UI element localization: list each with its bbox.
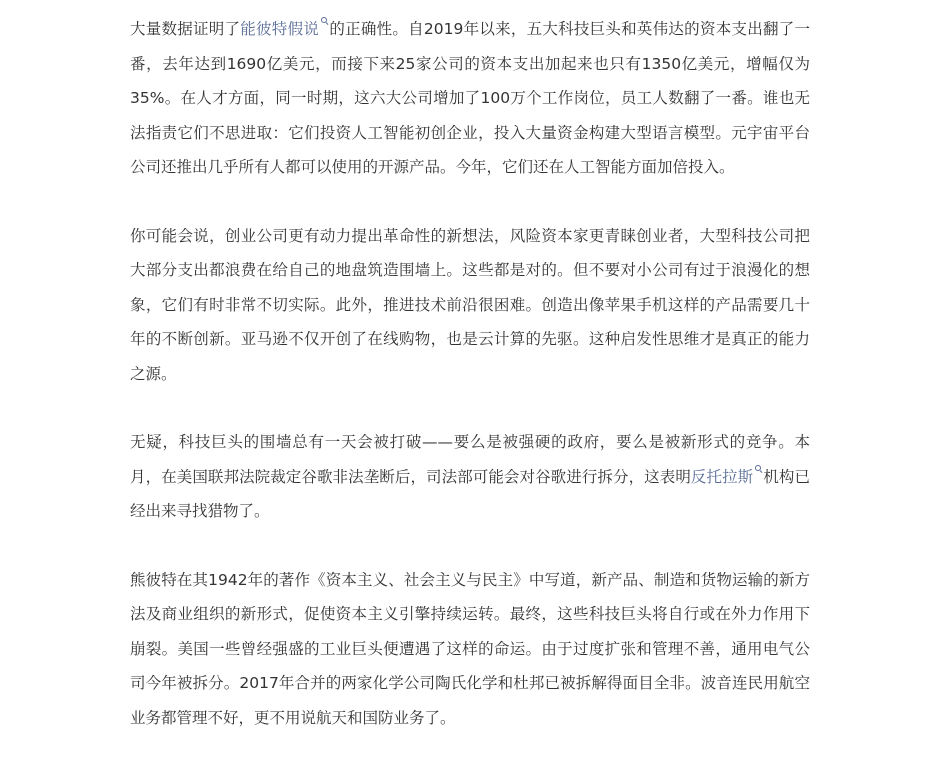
schumpeter-hypothesis-link[interactable]: 能彼特假说	[240, 20, 320, 38]
paragraph-3-text-before: 无疑，科技巨头的围墙总有一天会被打破——要么是被强硬的政府，要么是被新形式的竞争。本月，在美国联邦法院裁定谷歌非法垄断后，司法部可能会对谷歌进行拆分，这表明	[130, 433, 810, 486]
paragraph-4: 熊彼特在其1942年的著作《资本主义、社会主义与民主》中写道，新产品、制造和货物运输的新方法及商业组织的新形式，促使资本主义引擎持续运转。最终，这些科技巨头将自行或在外力作用下崩裂。美国一些曾经强盛的工业巨头便遭遇了这样的命运。由于过度扩张和管理不善，通用电气公司今年被拆分。2017年合并的两家化学公司陶氏化学和杜邦已被拆解得面目全非。波音连民用航空业务都管理不好，更不用说航天和国防业务了。	[130, 570, 810, 727]
search-icon[interactable]	[755, 465, 762, 472]
paragraph-3	[130, 425, 810, 529]
paragraph-1	[130, 12, 810, 185]
article-body	[130, 12, 810, 769]
paragraph-3-text-after: 机构已经出来寻找猎物了。	[130, 467, 810, 520]
paragraph-1-text-before: 大量数据证明了	[130, 20, 241, 38]
paragraph-1-text-after: 的正确性。自2019年以来，五大科技巨头和英伟达的资本支出翻了一番，去年达到1690亿美元，而接下来25家公司的资本支出加起来也只有1350亿美元，增幅仅为35%。在人才方面，同一时期，这六大公司增加了100万个工作岗位，员工人数翻了一番。谁也无法指责它们不思进取：它们投资人工智能初创企业，投入大量资金构建大型语言模型。元宇宙平台公司还推出几乎所有人都可以使用的开源产品。今年，它们还在人工智能方面加倍投入。	[130, 20, 810, 176]
search-icon[interactable]	[321, 17, 328, 24]
antitrust-link[interactable]: 反托拉斯	[690, 467, 754, 486]
paragraph-2: 你可能会说，创业公司更有动力提出革命性的新想法，风险资本家更青睐创业者，大型科技公司把大部分支出都浪费在给自己的地盘筑造围墙上。这些都是对的。但不要对小公司有过于浪漫化的想象，它们有时非常不切实际。此外，推进技术前沿很困难。创造出像苹果手机这样的产品需要几十年的不断创新。亚马逊不仅开创了在线购物，也是云计算的先驱。这种启发性思维才是真正的能力之源。	[130, 226, 810, 383]
